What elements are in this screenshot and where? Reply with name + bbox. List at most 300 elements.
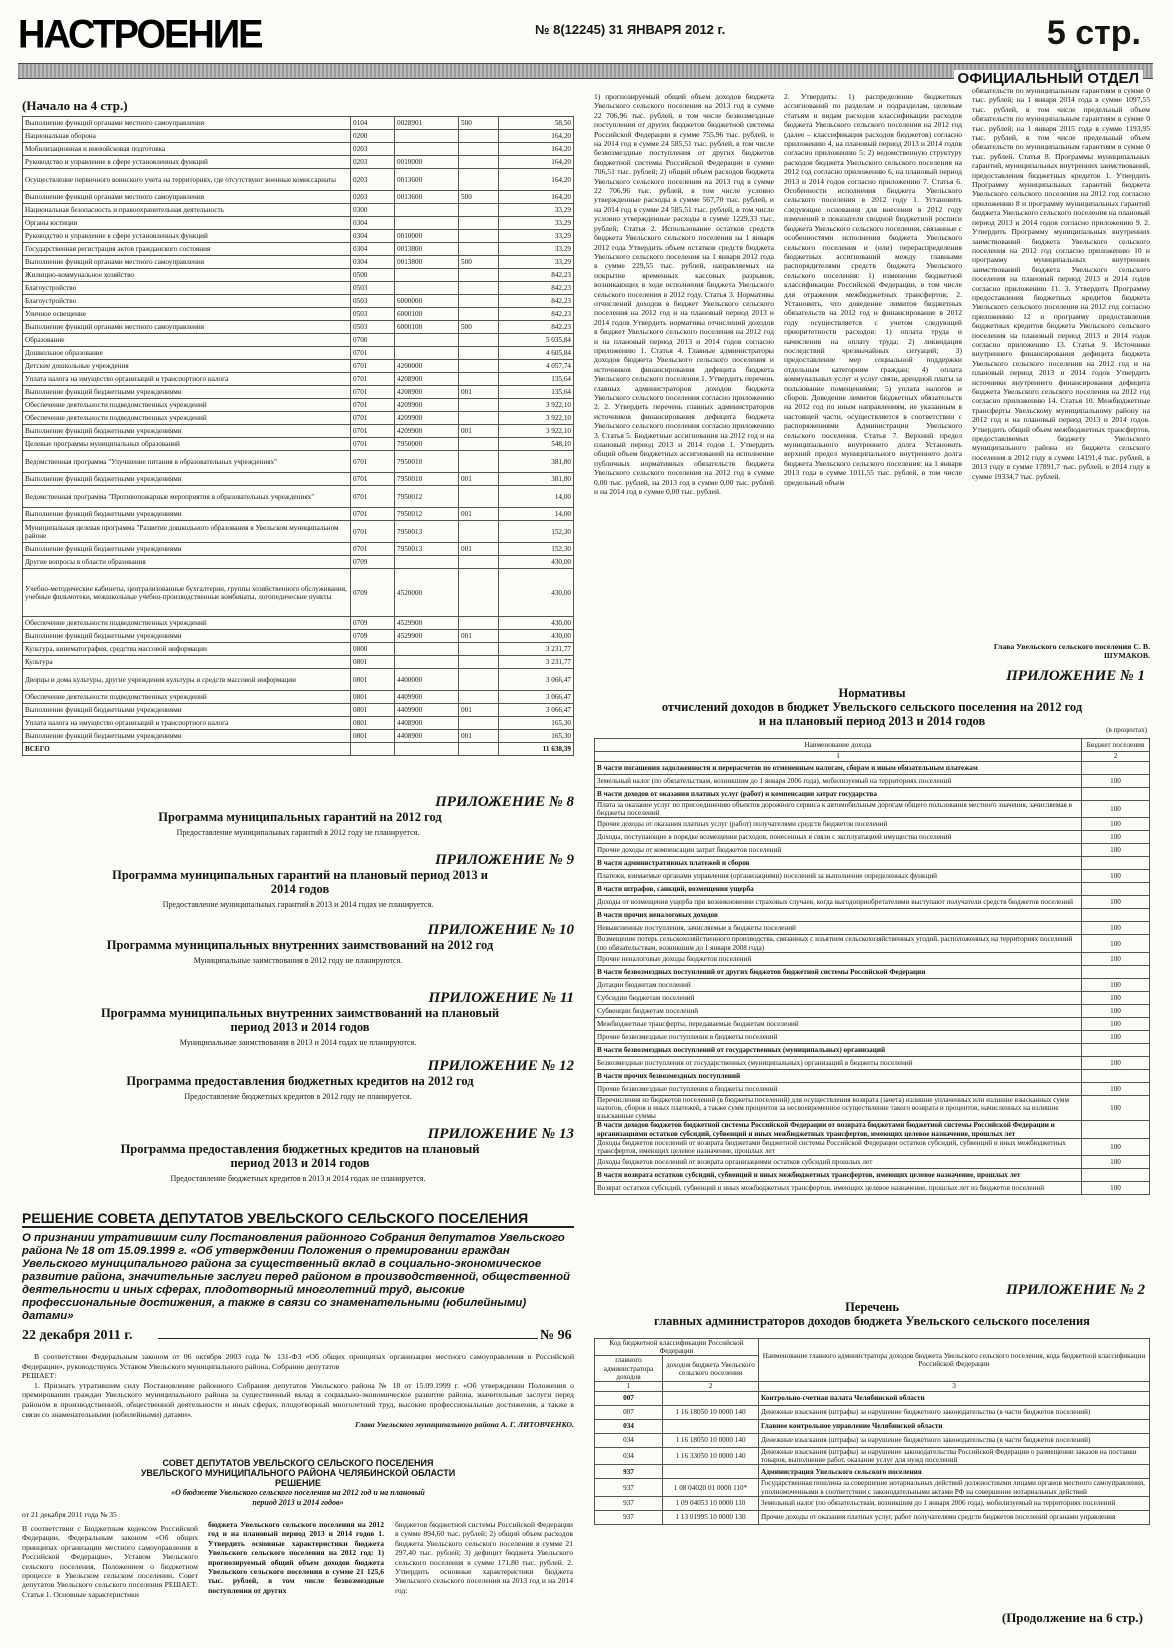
table-cell: 0801 (351, 669, 395, 691)
council-title-2: УВЕЛЬСКОГО МУНИЦИПАЛЬНОГО РАЙОНА ЧЕЛЯБИНСКОЙ ОБЛАСТИ (140, 1468, 456, 1478)
norm-value (1082, 965, 1150, 978)
table-cell: ВСЕГО (23, 743, 351, 756)
norm-income-name: Дотации бюджетам поселений (595, 978, 1082, 991)
table-cell: 164,20 (499, 169, 574, 191)
appendix-label: ПРИЛОЖЕНИЕ № 13 (427, 1126, 574, 1142)
table-cell: 001 (459, 704, 499, 717)
table-row (23, 556, 574, 569)
table-cell: Выполнение функций бюджетными учреждениями (23, 425, 351, 438)
table-cell: 0503 (351, 282, 395, 295)
table-cell: Руководство и управление в сфере установленных функций (23, 230, 351, 243)
council-column-3: бюджетов бюджетной системы Российской Федерации в сумме 894,60 тыс. рублей; 2) общий объем расходов бюджета Увельского сельского поселения в сумме 21 297,40 тыс. рублей; 3) дефицит бюджета Увельского сельского поселения в сумме 171,80 тыс. рублей. 2. Утвердить основные характеристики бюджета Увельского сельского поселения на 2013 год и на 2014 год: (395, 1520, 573, 1595)
table-cell (459, 130, 499, 143)
table-cell: 0801 (351, 717, 395, 730)
table-row (23, 269, 574, 282)
table-cell: 0801 (351, 730, 395, 743)
council-column-2: бюджета Увельского сельского поселения на 2012 год и на плановый период 2013 и 2014 годов 1. Утвердить основные характеристики бюджета Увельского сельского поселения на 2012 год: 1) прогнозируемый общий объем доходов бюджета Увельского сельского поселения в сумме 21 125,6 тыс. рублей, в том числе безвозмездные поступления от других (208, 1520, 384, 1595)
table-cell: 4209900 (395, 399, 459, 412)
income-code: 1 08 04020 01 0000 110* (663, 1479, 759, 1496)
table-cell: Другие вопросы в области образования (23, 556, 351, 569)
table-row (23, 347, 574, 360)
table-cell: 430,00 (499, 556, 574, 569)
table-cell: 4209900 (395, 425, 459, 438)
table-cell: 0010000 (395, 156, 459, 169)
appendix-note: Муниципальные заимствования в 2013 и 2014 годах не планируются. (179, 1038, 417, 1047)
norm-value: 100 (1082, 801, 1150, 818)
admin-name: Прочие доходы от оказания платных услуг, работ получателями средств бюджетов поселений органами управления (759, 1510, 1150, 1524)
norm-value: 100 (1082, 1030, 1150, 1043)
table-cell: Культура (23, 656, 351, 669)
table-cell: 0013800 (395, 243, 459, 256)
table-cell: 135,64 (499, 386, 574, 399)
table-row (595, 922, 1150, 935)
table-cell: Обеспечение деятельности подведомственных учреждений (23, 691, 351, 704)
table-cell: 0701 (351, 425, 395, 438)
admin-code: 937 (595, 1465, 663, 1479)
table-cell: 0203 (351, 143, 395, 156)
table-cell: 0013600 (395, 191, 459, 204)
table-cell: Выполнение функций бюджетными учреждениями (23, 730, 351, 743)
appendix-1-label: ПРИЛОЖЕНИЕ № 1 (1006, 668, 1145, 684)
table-cell: 3 922,10 (499, 399, 574, 412)
table-cell: 164,20 (499, 156, 574, 169)
appendix-1-title (594, 686, 1150, 728)
table-cell: 430,00 (499, 569, 574, 617)
table-row (23, 230, 574, 243)
table-row (23, 412, 574, 425)
norm-value: 100 (1082, 1138, 1150, 1155)
norm-value: 100 (1082, 991, 1150, 1004)
table-cell: 001 (459, 425, 499, 438)
norm-value (1082, 909, 1150, 922)
table-cell (459, 156, 499, 169)
table-cell: Осуществление первичного воинского учета на территориях, где отсутствуют военные комиссариаты (23, 169, 351, 191)
table-row (595, 762, 1150, 775)
table-cell: 165,30 (499, 730, 574, 743)
table-cell: 0801 (351, 691, 395, 704)
norm-value: 100 (1082, 844, 1150, 857)
norm-income-name: В части административных платежей и сборов (595, 857, 1082, 870)
table-cell: Дошкольное образование (23, 347, 351, 360)
table-cell: 3 066,47 (499, 669, 574, 691)
norms-head-value: Бюджет поселения (1082, 739, 1150, 752)
norm-value: 100 (1082, 1056, 1150, 1069)
table-cell: 0709 (351, 569, 395, 617)
norm-income-name: Платежи, взимаемые органами управления (организациями) поселений за выполнение определенных функций (595, 870, 1082, 883)
appendix-title: Программа муниципальных внутренних заимствований на 2012 год (106, 938, 494, 952)
norm-income-name: В части штрафов, санкций, возмещения ущерба (595, 883, 1082, 896)
table-cell: 842,23 (499, 295, 574, 308)
norm-value: 100 (1082, 896, 1150, 909)
table-cell: 33,29 (499, 243, 574, 256)
appendix-title: Программа муниципальных гарантий на плановый период 2013 и 2014 годов (112, 868, 488, 896)
table-row (23, 399, 574, 412)
table-cell: Руководство и управление в сфере установленных функций (23, 156, 351, 169)
table-cell: Обеспечение деятельности подведомственных учреждений (23, 412, 351, 425)
text-column-1: 1) прогнозируемый общий объем доходов бюджета Увельского сельского поселения на 2013 год в сумме 22 706,96 тыс. рублей, в том числе безвозмездные поступления от других бюджетов бюджетной системы Российской Федерации в сумме 755,96 тыс. рублей, и на 2014 год в сумме 24 585,51 тыс. рублей, в том числе безвозмездные поступления от других бюджетов бюджетной системы Российской Федерации в сумме 706,51 тыс. рублей; 2) общий объем расходов бюджета Увельского сельского поселения на 2013 год в сумме 22 706,96 тыс. рублей, в том числе условно утвержденные расходы в сумме 567,70 тыс. рублей, и на 2014 год в сумме 24 585,51 тыс. рублей, в том числе условно утвержденные расходы в сумме 1229,33 тыс. рублей; Статья 2. Использование остатков средств бюджета Увельского сельского поселения на 1 января 2012 года Утвердить объем остатков средств бюджета Увельского сельского поселения на 1 января 2012 года в сумме 229,55 тыс. рублей, направляемых на покрытие временных кассовых разрывов, возникающих в ходе исполнения бюджета Увельского сельского поселения в 2012 году. Статья 3. Нормативы отчислений доходов в бюджет Увельского сельского поселения на 2012 год и на плановый период 2013 и 2014 годов Утвердить нормативы отчислений доходов в бюджет Увельского сельского поселения на 2012 год и на плановый период 2013 и 2014 годов согласно приложению 1. Статья 4. Главные администраторы доходов бюджета Увельского сельского поселения и источников финансирования дефицита бюджета Увельского сельского поселения 1. Утвердить перечень главных администраторов доходов бюджета Увельского сельского поселения согласно приложению 2. 2. Утвердить перечень главных администраторов источников финансирования дефицита бюджета Увельского сельского поселения согласно приложению 3. Статья 5. Бюджетные ассигнования на 2012 год и на плановый период 2013 и 2014 годов 1. Утвердить общий объем бюджетных ассигнований на исполнение публичных нормативных обязательств бюджета Увельского сельского поселения на 2012 год в сумме 0,00 тыс. рублей, на 2013 год в сумме 0,00 тыс. рублей и на 2014 год в сумме 0,00 тыс. рублей. (594, 92, 774, 497)
masthead: НАСТРОЕНИЕ (18, 12, 262, 58)
table-row (23, 256, 574, 269)
table-cell: 842,23 (499, 269, 574, 282)
table-cell (459, 169, 499, 191)
table-cell: 0701 (351, 508, 395, 521)
admin-name: Главное контрольное управление Челябинской области (759, 1420, 1150, 1434)
council-date: от 21 декабря 2011 года № 35 (22, 1510, 117, 1519)
table-cell: 4408900 (395, 730, 459, 743)
appendix-note: Предоставление бюджетных кредитов в 2012 году не планируется. (184, 1092, 412, 1101)
table-row (595, 1420, 1150, 1434)
table-row (595, 1182, 1150, 1195)
table-row (595, 1082, 1150, 1095)
norms-table (594, 738, 1150, 1195)
table-cell (459, 217, 499, 230)
table-cell (459, 308, 499, 321)
table-cell: Жилищно-коммунальное хозяйство (23, 269, 351, 282)
admin-name: Государственная пошлина за совершение нотариальных действий должностными лицами органов местного самоуправления, уполномоченными в соответствии с законодательными актами РФ на совершение нотариальных действий (759, 1479, 1150, 1496)
table-row (595, 870, 1150, 883)
norm-income-name: В части безвозмездных поступлений от других бюджетов бюджетной системы Российской Федерации (595, 965, 1082, 978)
table-cell (459, 691, 499, 704)
table-cell (459, 643, 499, 656)
table-cell (395, 143, 459, 156)
norm-income-name: В части доходов бюджетов бюджетной системы Российской Федерации от возврата бюджетами бюджетной системы Российской Федерации и организациями остатков субсидий, субвенций и иных межбюджетных трансфертов, имеющих целевое назначение, прошлых лет (595, 1121, 1082, 1138)
table-cell: 500 (459, 117, 499, 130)
norm-income-name: В части безвозмездных поступлений от государственных (муниципальных) организаций (595, 1043, 1082, 1056)
admin-code: 937 (595, 1479, 663, 1496)
table-cell (351, 743, 395, 756)
table-cell (459, 243, 499, 256)
table-row (23, 643, 574, 656)
table-cell (459, 556, 499, 569)
table-cell: Органы юстиции (23, 217, 351, 230)
income-code (663, 1465, 759, 1479)
table-cell: Выполнение функций органами местного самоуправления (23, 256, 351, 269)
table-cell: 4408900 (395, 717, 459, 730)
norm-income-name: Субвенции бюджетам поселений (595, 1004, 1082, 1017)
continued-from: (Начало на 4 стр.) (22, 98, 128, 113)
admin-name: Контрольно-счетная палата Челябинской области (759, 1392, 1150, 1406)
table-cell: 7950012 (395, 508, 459, 521)
table-cell: 4409900 (395, 704, 459, 717)
table-cell: Учебно-методические кабинеты, централизованные бухгалтерии, группы хозяйственного обслуживания, учебные фильмотеки, межшкольные учебно-производственные комбинаты, логопедические пункты (23, 569, 351, 617)
section-title: ОФИЦИАЛЬНЫЙ ОТДЕЛ (954, 70, 1143, 87)
table-cell: 4200000 (395, 360, 459, 373)
table-cell: Муниципальная целевая программа "Развитие дошкольного образования в Увельском муниципальном районе (23, 521, 351, 543)
continued-to: (Продолжение на 6 стр.) (1001, 1610, 1143, 1625)
table-cell: 0701 (351, 451, 395, 473)
council-title-1: СОВЕТ ДЕПУТАТОВ УВЕЛЬСКОГО СЕЛЬСКОГО ПОСЕЛЕНИЯ (162, 1458, 434, 1468)
table-cell: 0503 (351, 321, 395, 334)
table-row (23, 630, 574, 643)
table-row (595, 1434, 1150, 1448)
table-cell: Дворцы и дома культуры, другие учреждения культуры и средств массовой информации (23, 669, 351, 691)
table-row (23, 204, 574, 217)
table-row (23, 308, 574, 321)
norm-income-name: В части прочих безвозмездных поступлений (595, 1069, 1082, 1082)
table-cell: 7950010 (395, 451, 459, 473)
table-cell: 0701 (351, 521, 395, 543)
table-cell (459, 717, 499, 730)
norm-value (1082, 1169, 1150, 1182)
table-cell: 0104 (351, 117, 395, 130)
table-cell: 001 (459, 473, 499, 486)
norm-value: 100 (1082, 1095, 1150, 1121)
table-cell: 500 (459, 191, 499, 204)
income-code: 1 16 18050 10 0000 140 (663, 1406, 759, 1420)
admin-head-admin: главного администратора доходов (595, 1356, 663, 1382)
table-cell: 14,00 (499, 508, 574, 521)
table-cell: 0028901 (395, 117, 459, 130)
norm-value: 100 (1082, 818, 1150, 831)
table-cell: 0304 (351, 217, 395, 230)
table-row (23, 521, 574, 543)
table-row (595, 1496, 1150, 1510)
table-cell: Детские дошкольные учреждения (23, 360, 351, 373)
table-cell: Ведомственная программа "Улучшение питания в образовательных учреждениях" (23, 451, 351, 473)
table-cell: 0701 (351, 412, 395, 425)
table-cell: 0701 (351, 399, 395, 412)
table-row (23, 730, 574, 743)
norm-value: 100 (1082, 922, 1150, 935)
decision-body (22, 1352, 574, 1430)
table-row (595, 1056, 1150, 1069)
appendix-label: ПРИЛОЖЕНИЕ № 12 (427, 1058, 574, 1074)
norm-value (1082, 1121, 1150, 1138)
table-row (23, 295, 574, 308)
table-row (595, 801, 1150, 818)
table-cell: 58,50 (499, 117, 574, 130)
norm-value: 100 (1082, 1017, 1150, 1030)
admin-name: Денежные взыскания (штрафы) за нарушение законодательства Российской Федерации о размещении заказов на поставки товаров, выполнение работ, оказание услуг для нужд поселений (759, 1448, 1150, 1465)
table-cell: 381,80 (499, 473, 574, 486)
appendix-label: ПРИЛОЖЕНИЕ № 11 (428, 990, 574, 1006)
appendix-1-title-3: и на плановый период 2013 и 2014 годов (758, 714, 986, 728)
table-cell: 4520000 (395, 569, 459, 617)
table-row (23, 743, 574, 756)
table-cell: Национальная оборона (23, 130, 351, 143)
table-cell: Уплата налога на имущество организаций и транспортного налога (23, 717, 351, 730)
table-cell: Обеспечение деятельности подведомственных учреждений (23, 617, 351, 630)
table-cell (395, 217, 459, 230)
table-row (595, 1121, 1150, 1138)
table-cell (395, 643, 459, 656)
appendix-title: Программа муниципальных внутренних заимствований на плановый период 2013 и 2014 годов (100, 1006, 500, 1034)
table-cell: 0709 (351, 617, 395, 630)
table-row (23, 191, 574, 204)
income-code: 1 09 04053 10 0000 110 (663, 1496, 759, 1510)
table-row (595, 883, 1150, 896)
table-row (23, 334, 574, 347)
table-cell (459, 669, 499, 691)
table-row (595, 952, 1150, 965)
table-cell: Уличное освещение (23, 308, 351, 321)
table-row (595, 857, 1150, 870)
admin-name: Денежные взыскания (штрафы) за нарушение бюджетного законодательства (в части бюджетов поселений) (759, 1434, 1150, 1448)
table-cell: 3 231,77 (499, 643, 574, 656)
table-row (23, 117, 574, 130)
table-row (595, 788, 1150, 801)
table-cell: 430,00 (499, 630, 574, 643)
table-cell: 14,00 (499, 486, 574, 508)
table-row (23, 425, 574, 438)
table-cell: 4529900 (395, 617, 459, 630)
income-code: 1 13 01995 10 0000 130 (663, 1510, 759, 1524)
table-row (595, 1095, 1150, 1121)
table-cell: 6000100 (395, 308, 459, 321)
table-cell: 4 605,84 (499, 347, 574, 360)
table-cell: 0701 (351, 473, 395, 486)
income-code: 1 16 18050 10 0000 140 (663, 1434, 759, 1448)
table-cell (459, 360, 499, 373)
table-cell: 3 066,47 (499, 704, 574, 717)
table-cell: Благоустройство (23, 282, 351, 295)
table-cell: 7950013 (395, 521, 459, 543)
table-cell: 0701 (351, 543, 395, 556)
table-cell (459, 347, 499, 360)
appendix-title: Программа предоставления бюджетных кредитов на плановый период 2013 и 2014 годов (120, 1142, 480, 1170)
table-row (23, 656, 574, 669)
table-row (595, 818, 1150, 831)
decision-date: 22 декабря 2011 г. (22, 1328, 133, 1343)
table-cell: 135,64 (499, 373, 574, 386)
table-cell: 0801 (351, 656, 395, 669)
table-cell: 33,29 (499, 204, 574, 217)
norm-income-name: Плата за оказание услуг по присоединению объектов дорожного сервиса к автомобильным дорогам общего пользования местного значения, зачисляемая в бюджеты поселений (595, 801, 1082, 818)
admin-name: Администрация Увельского сельского поселения (759, 1465, 1150, 1479)
norms-headnum-1: 1 (595, 752, 1082, 762)
appendix-note: Муниципальные заимствования в 2012 году не планируются. (193, 956, 403, 965)
admin-name: Денежные взыскания (штрафы) за нарушение бюджетного законодательства (в части бюджетов поселений) (759, 1406, 1150, 1420)
table-cell: Национальная безопасность и правоохранительная деятельность (23, 204, 351, 217)
decision-item-1: 1. Признать утратившим силу Постановление районного Собрания депутатов Увельского района № 18 от 15.09.1999 г. «Об утверждении Положения о премировании граждан Увельского муниципального района за существенный вклад в социально-экономическое развитие района, значительные заслуги перед районом в производственной, общественной деятельности и иных сферах, плодотворный многолетний труд, высокие профессиональные достижения, а также в связи со знаменательными (юбилейными) датами». (22, 1380, 574, 1419)
table-cell (459, 230, 499, 243)
table-cell: 0701 (351, 347, 395, 360)
table-cell: 0700 (351, 334, 395, 347)
appendix-label: ПРИЛОЖЕНИЕ № 9 (435, 852, 574, 868)
table-cell (459, 569, 499, 617)
table-cell: 165,30 (499, 717, 574, 730)
norm-income-name: Доходы от возмещения ущерба при возникновении страховых случаев, когда выгодоприобретателями выступают получатели средств бюджетов поселений (595, 896, 1082, 909)
appendix-1-title-1: Нормативы (838, 686, 906, 700)
table-cell (459, 743, 499, 756)
table-row (23, 473, 574, 486)
table-cell: Выполнение функций бюджетными учреждениями (23, 473, 351, 486)
table-cell: 0203 (351, 191, 395, 204)
norm-value: 100 (1082, 831, 1150, 844)
table-cell: 7950010 (395, 473, 459, 486)
issue-line: № 8(12245) 31 ЯНВАРЯ 2012 г. (535, 22, 726, 37)
appendix-note: Предоставление бюджетных кредитов в 2013 и 2014 годах не планируется. (170, 1174, 426, 1183)
table-row (23, 508, 574, 521)
table-cell: 842,23 (499, 308, 574, 321)
table-cell: 0200 (351, 130, 395, 143)
table-row (595, 844, 1150, 857)
table-cell: Целевые программы муниципальных образований (23, 438, 351, 451)
norm-value (1082, 857, 1150, 870)
table-row (23, 373, 574, 386)
appendix-2-title (594, 1300, 1150, 1328)
table-row (595, 978, 1150, 991)
table-cell: 500 (459, 256, 499, 269)
norm-value (1082, 788, 1150, 801)
table-cell: 0801 (351, 704, 395, 717)
norm-income-name: Доходы, поступающие в порядке возмещения расходов, понесенных в связи с эксплуатацией имущества поселений (595, 831, 1082, 844)
table-row (595, 935, 1150, 952)
norm-income-name: Земельный налог (по обязательствам, возникшим до 1 января 2006 года), мобилизуемый на территориях поселений (595, 775, 1082, 788)
table-cell: 430,00 (499, 617, 574, 630)
table-cell: 381,80 (499, 451, 574, 473)
table-row (23, 143, 574, 156)
table-row (595, 1169, 1150, 1182)
table-cell: Выполнение функций бюджетными учреждениями (23, 508, 351, 521)
table-cell: 3 922,10 (499, 425, 574, 438)
table-row (23, 691, 574, 704)
norm-income-name: Прочие неналоговые доходы бюджетов поселений (595, 952, 1082, 965)
norm-value: 100 (1082, 1004, 1150, 1017)
admin-headnum-3: 3 (759, 1382, 1150, 1392)
table-cell: 548,10 (499, 438, 574, 451)
table-cell: 001 (459, 543, 499, 556)
table-row (23, 130, 574, 143)
norm-income-name: Субсидии бюджетам поселений (595, 991, 1082, 1004)
norm-value (1082, 762, 1150, 775)
table-cell: 7950013 (395, 543, 459, 556)
table-cell: 152,30 (499, 521, 574, 543)
table-row (23, 569, 574, 617)
admin-code: 007 (595, 1406, 663, 1420)
table-cell: 0500 (351, 269, 395, 282)
table-row (23, 669, 574, 691)
table-cell (395, 282, 459, 295)
table-cell (395, 204, 459, 217)
table-cell: 4208900 (395, 386, 459, 399)
table-cell (459, 204, 499, 217)
table-cell: 842,23 (499, 321, 574, 334)
norm-value: 100 (1082, 1156, 1150, 1169)
table-cell: 0304 (351, 256, 395, 269)
norm-value: 100 (1082, 1182, 1150, 1195)
norm-value: 100 (1082, 1082, 1150, 1095)
norms-head-name: Наименование дохода (595, 739, 1082, 752)
table-cell (459, 399, 499, 412)
norm-income-name: В части возврата остатков субсидий, субвенций и иных межбюджетных трансфертов, имеющих целевое назначение, прошлых лет (595, 1169, 1082, 1182)
table-cell: 4409900 (395, 691, 459, 704)
table-cell: 001 (459, 630, 499, 643)
table-cell: Выполнение функций органами местного самоуправления (23, 321, 351, 334)
admin-code: 034 (595, 1434, 663, 1448)
norm-income-name: Прочие доходы от компенсации затрат бюджетов поселений (595, 844, 1082, 857)
income-code (663, 1420, 759, 1434)
table-row (595, 831, 1150, 844)
table-cell (459, 617, 499, 630)
decision-heading: РЕШЕНИЕ СОВЕТА ДЕПУТАТОВ УВЕЛЬСКОГО СЕЛЬСКОГО ПОСЕЛЕНИЯ (22, 1210, 529, 1226)
council-subject: «О бюджете Увельского сельского поселения на 2012 год и на плановый период 2013 и 2014 годов» (171, 1488, 425, 1507)
table-row (595, 1069, 1150, 1082)
table-cell: 0203 (351, 169, 395, 191)
table-cell: Выполнение функций органами местного самоуправления (23, 117, 351, 130)
table-row (595, 1030, 1150, 1043)
table-cell: 0304 (351, 243, 395, 256)
norm-value: 100 (1082, 775, 1150, 788)
table-cell: 0304 (351, 230, 395, 243)
council-heading (22, 1458, 574, 1508)
table-row (23, 243, 574, 256)
norm-income-name: Доходы бюджетов поселений от возврата бюджетами бюджетной системы Российской Федерации остатков субсидий, субвенций и иных межбюджетных трансфертов, имеющих целевое назначение, прошлых лет (595, 1138, 1082, 1155)
table-row (23, 321, 574, 334)
table-cell: 0203 (351, 156, 395, 169)
admin-head-name: Наименование главного администратора доходов бюджета Увельского сельского поселения, кода бюджетной классификации Российской Федерации (759, 1339, 1150, 1382)
admin-headnum-1: 1 (595, 1382, 663, 1392)
